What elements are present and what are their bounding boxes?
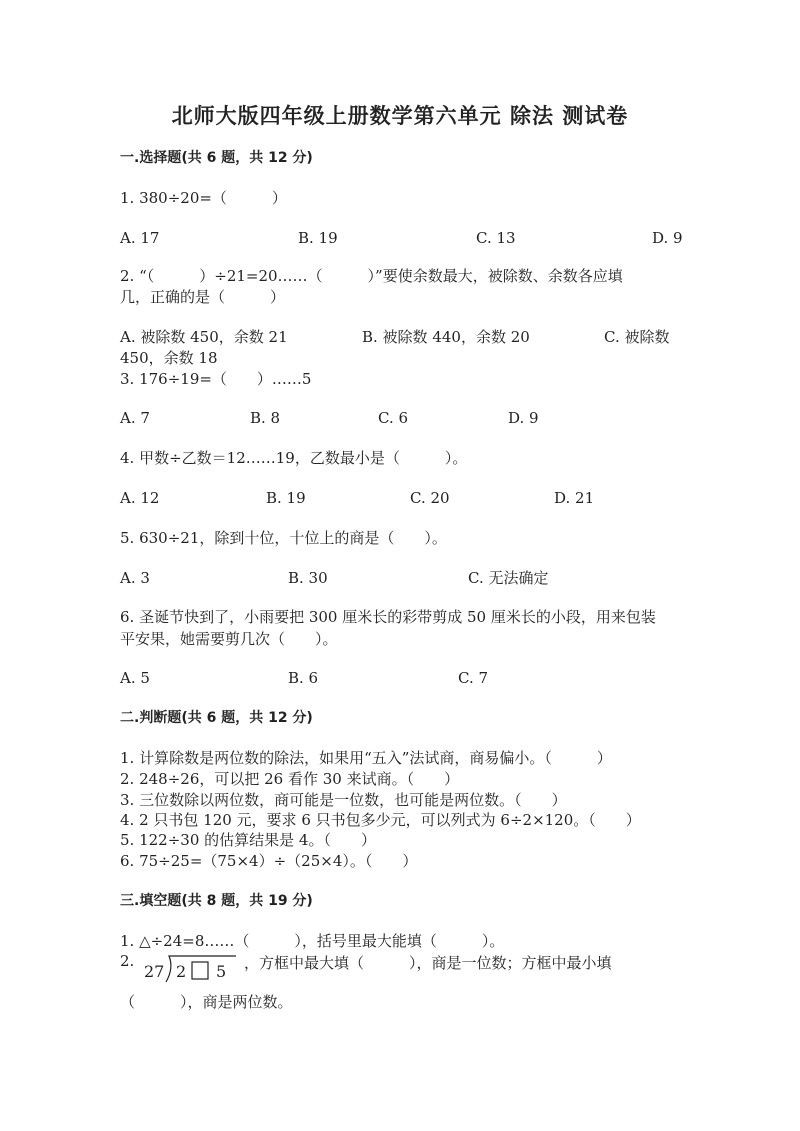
option-b: B. 6 [288,669,319,687]
option-b: B. 19 [266,489,306,507]
judgement-item-1: 1. 计算除数是两位数的除法，如果用“五入”法试商，商易偏小。（ ） [120,749,612,767]
question-5: 5. 630÷21，除到十位，十位上的商是（ ）。 [120,529,447,547]
question-6-line-1: 6. 圣诞节快到了，小雨要把 300 厘米长的彩带剪成 50 厘米长的小段，用来包装 [120,608,656,626]
option-b: B. 19 [298,229,338,247]
judgement-item-6: 6. 75÷25=（75×4）÷（25×4）。（ ） [120,852,418,870]
question-1: 1. 380÷20=（ ） [120,189,287,207]
long-division-figure [140,950,240,986]
option-d: D. 9 [652,229,683,247]
option-c: C. 13 [476,229,516,247]
option-b: B. 30 [288,569,328,587]
option-d: D. 9 [508,409,539,427]
option-c: C. 7 [458,669,489,687]
option-a: A. 7 [120,409,150,427]
option-b: B. 8 [250,409,281,427]
divisor-text: 27 [144,962,165,981]
option-a: A. 17 [120,229,160,247]
option-b: B. 被除数 440，余数 20 [362,328,530,346]
fill-item-1: 1. △÷24=8……（ ），括号里最大能填（ ）。 [120,932,505,950]
judgement-item-5: 5. 122÷30 的估算结果是 4。（ ） [120,831,376,849]
question-2-line-1: 2. “（ ）÷21=20……（ ）”要使余数最大，被除数、余数各应填 [120,267,623,285]
option-a: A. 12 [120,489,160,507]
blank-box [192,962,208,979]
option-d: D. 21 [554,489,595,507]
question-2-line-2: 几，正确的是（ ） [120,288,286,306]
option-a: A. 被除数 450，余数 21 [120,328,288,346]
option-c-continued: 450，余数 18 [120,349,218,367]
question-6-line-2: 平安果，她需要剪几次（ ）。 [120,630,338,648]
option-c: C. 无法确定 [468,569,549,587]
question-4: 4. 甲数÷乙数＝12……19，乙数最小是（ ）。 [120,449,468,467]
judgement-item-2: 2. 248÷26，可以把 26 看作 30 来试商。（ ） [120,770,460,788]
judgement-item-4: 4. 2 只书包 120 元，要求 6 只书包多少元，可以列式为 6÷2×120。（ ） [120,811,641,829]
option-c: C. 20 [410,489,450,507]
option-c: C. 6 [378,409,409,427]
fill-item-2-number: 2. [120,952,135,970]
section-heading-judgement: 二.判断题(共 6 题，共 12 分) [120,710,313,726]
dividend-first-digit: 2 [176,962,187,981]
judgement-item-3: 3. 三位数除以两位数，商可能是一位数，也可能是两位数。（ ） [120,791,567,809]
option-c: C. 被除数 [604,328,670,346]
option-a: A. 5 [120,669,150,687]
page-title: 北师大版四年级上册数学第六单元 除法 测试卷 [171,104,629,128]
option-a: A. 3 [120,569,150,587]
question-3: 3. 176÷19=（ ）……5 [120,370,312,388]
section-heading-choice: 一.选择题(共 6 题，共 12 分) [120,150,313,166]
fill-item-2-text: ，方框中最大填（ ），商是一位数；方框中最小填 [244,954,612,972]
section-heading-fill-blank: 三.填空题(共 8 题，共 19 分) [120,893,313,909]
fill-item-2-continued: （ ），商是两位数。 [120,993,293,1011]
dividend-last-digit: 5 [216,962,227,981]
